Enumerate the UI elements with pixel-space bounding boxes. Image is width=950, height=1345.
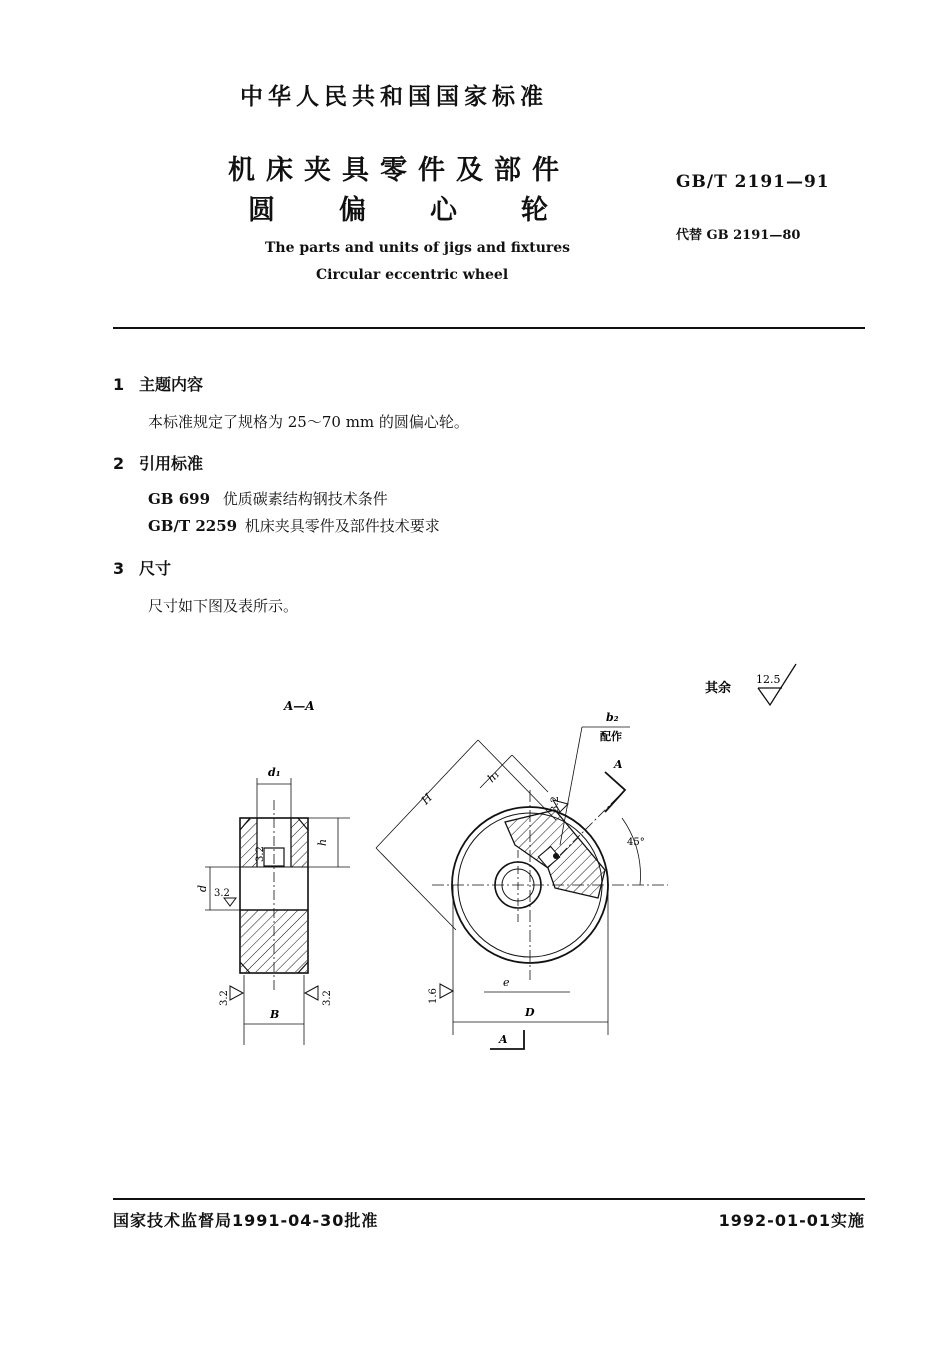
roughness-3.2-left: 3.2 [219, 990, 230, 1006]
replaces-note: 代替 GB 2191—80 [676, 228, 801, 243]
title-cn2-char: 轮 [521, 195, 548, 226]
roughness-3.2-bore: 3.2 [255, 846, 266, 862]
section-heading-3 [113, 556, 171, 579]
dim-h: h [316, 838, 329, 846]
title-cn-line2 [248, 188, 548, 227]
technical-drawing [0, 640, 950, 1080]
dim-e: e [503, 976, 510, 989]
dim-d1: d₁ [268, 766, 281, 779]
section-3-body: 尺寸如下图及表所示。 [148, 597, 299, 615]
header-divider [113, 327, 865, 329]
section-number: 3 [113, 559, 125, 578]
reference-title: 优质碳素结构钢技术条件 [222, 490, 388, 508]
title-cn-line1: 机床夹具零件及部件 [228, 155, 570, 186]
section-title: 尺寸 [139, 559, 172, 578]
dim-D: D [525, 1006, 535, 1019]
roughness-default-value: 12.5 [756, 673, 781, 686]
dim-h1: h₁ [484, 767, 503, 786]
section-title: 引用标准 [139, 454, 204, 473]
roughness-3.2-right: 3.2 [322, 990, 333, 1006]
roughness-note: 其余 [705, 681, 732, 696]
issued-date: 国家技术监督局1991-04-30批准 [113, 1211, 379, 1230]
dim-H: H [418, 791, 435, 808]
title-en-line1: The parts and units of jigs and fixtures [265, 240, 571, 256]
section-heading-1 [113, 372, 203, 395]
roughness-3.2-front: 3.2 [550, 796, 561, 812]
section-number: 1 [113, 375, 125, 394]
reference-item [148, 488, 388, 509]
section-number: 2 [113, 454, 125, 473]
title-en-line2: Circular eccentric wheel [316, 267, 509, 283]
dim-d: d [196, 884, 209, 892]
national-standard-heading: 中华人民共和国国家标准 [240, 84, 548, 110]
fit-note: 配作 [600, 730, 622, 743]
dim-b2: b₂ [606, 711, 619, 724]
dim-B: B [270, 1008, 280, 1021]
section-1-body: 本标准规定了规格为 25～70 mm 的圆偏心轮。 [148, 413, 469, 431]
section-mark-A-top: A [614, 758, 623, 771]
roughness-1.6: 1.6 [428, 988, 439, 1004]
section-heading-2 [113, 451, 203, 474]
reference-item [148, 515, 440, 536]
angle-45: 45° [627, 837, 645, 848]
footer-divider [113, 1198, 865, 1200]
reference-code: GB 699 [148, 490, 211, 508]
section-mark-A-bottom: A [499, 1033, 508, 1046]
standard-number: GB/T 2191—91 [676, 172, 830, 192]
section-view-label: A—A [284, 699, 315, 713]
title-cn2-char: 心 [430, 195, 457, 226]
title-cn2-char: 圆 [248, 195, 275, 226]
title-cn2-char: 偏 [339, 195, 366, 226]
roughness-3.2-d: 3.2 [214, 888, 230, 899]
reference-code: GB/T 2259 [148, 517, 238, 535]
effective-date: 1992-01-01实施 [718, 1211, 865, 1230]
reference-title: 机床夹具零件及部件技术要求 [244, 517, 440, 535]
section-title: 主题内容 [139, 375, 204, 394]
